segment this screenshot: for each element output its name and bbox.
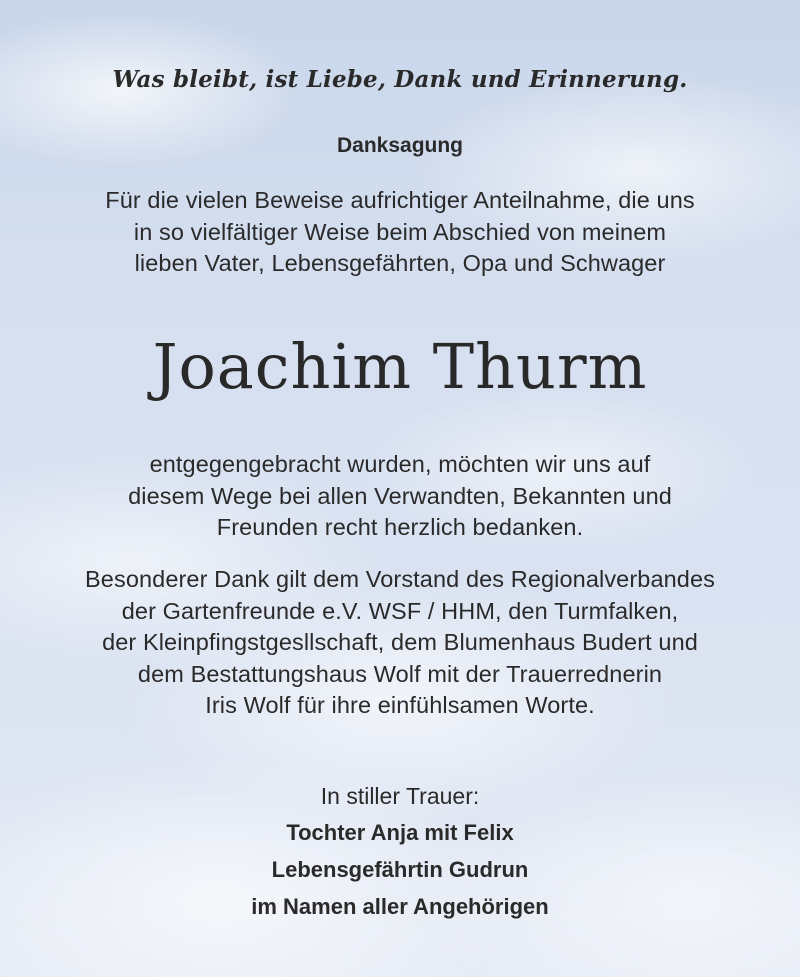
mourning-label: In stiller Trauer: (320, 783, 480, 809)
special-thanks-paragraph (0, 564, 800, 722)
text-line: Iris Wolf für ihre einfühlsamen Worte. (205, 692, 595, 718)
text-line: entgegengebracht wurden, möchten wir uns auf (149, 451, 651, 477)
thanks-paragraph (0, 449, 800, 544)
text-line: Besonderer Dank gilt dem Vorstand des Regionalverbandes (85, 566, 715, 592)
signer-line: Tochter Anja mit Felix (286, 820, 514, 845)
text-line: Freunden recht herzlich bedanken. (216, 514, 584, 540)
text-line: lieben Vater, Lebensgefährten, Opa und Schwager (134, 250, 666, 276)
motto-line: Was bleibt, ist Liebe, Dank und Erinnerung. (112, 66, 688, 93)
deceased-name: Joachim Thurm (152, 330, 648, 403)
intro-paragraph (0, 185, 800, 280)
notice-heading: Danksagung (336, 134, 464, 157)
text-line: der Kleinpfingstgesllschaft, dem Blumenhaus Budert und (102, 629, 698, 655)
text-line: Für die vielen Beweise aufrichtiger Anteilnahme, die uns (105, 187, 695, 213)
text-line: diesem Wege bei allen Verwandten, Bekannten und (128, 482, 672, 509)
text-line: dem Bestattungshaus Wolf mit der Trauerrednerin (137, 660, 663, 687)
signers-block (0, 814, 800, 925)
signer-line: Lebensgefährtin Gudrun (271, 857, 529, 882)
text-line: der Gartenfreunde e.V. WSF / HHM, den Turmfalken, (121, 597, 679, 624)
signer-line: im Namen aller Angehörigen (251, 894, 549, 919)
text-line: in so vielfältiger Weise beim Abschied von meinem (133, 218, 667, 245)
